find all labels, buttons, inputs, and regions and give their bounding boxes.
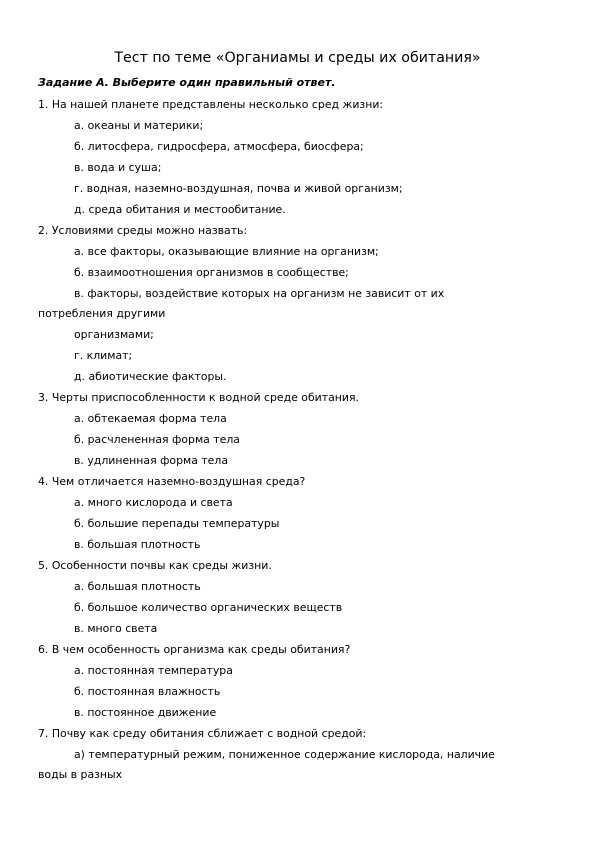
q2-option-c-end: организмами;: [74, 328, 154, 341]
q5-option-a: а. большая плотность: [74, 580, 201, 593]
q7-option-a: а) температурный режим, пониженное содержание кислорода, наличие: [74, 748, 495, 761]
q7-option-a-continued: воды в разных: [38, 768, 123, 781]
q3-option-c: в. удлиненная форма тела: [74, 454, 229, 467]
q6-option-b: б. постоянная влажность: [74, 685, 221, 698]
q5-option-c: в. много света: [74, 622, 158, 635]
q1-option-b: б. литосфера, гидросфера, атмосфера, биосфера;: [74, 140, 364, 153]
question-1: 1. На нашей планете представлены несколько сред жизни:: [38, 98, 384, 111]
task-heading: Задание А. Выберите один правильный ответ.: [38, 76, 336, 89]
q5-option-b: б. большое количество органических веществ: [74, 601, 343, 614]
question-7: 7. Почву как среду обитания сближает с водной средой:: [38, 727, 367, 740]
q1-option-c: в. вода и суша;: [74, 161, 162, 174]
question-2: 2. Условиями среды можно назвать:: [38, 224, 248, 237]
q1-option-d: г. водная, наземно-воздушная, почва и живой организм;: [74, 182, 403, 195]
question-6: 6. В чем особенность организма как среды обитания?: [38, 643, 351, 656]
q2-option-c-continued: потребления другими: [38, 307, 166, 320]
q6-option-a: а. постоянная температура: [74, 664, 233, 677]
question-5: 5. Особенности почвы как среды жизни.: [38, 559, 272, 572]
document-title: Тест по теме «Органиамы и среды их обитания»: [114, 50, 481, 66]
q4-option-a: а. много кислорода и света: [74, 496, 233, 509]
q2-option-b: б. взаимоотношения организмов в сообществе;: [74, 266, 349, 279]
question-4: 4. Чем отличается наземно-воздушная среда?: [38, 475, 306, 488]
q2-option-a: а. все факторы, оказывающие влияние на организм;: [74, 245, 379, 258]
q1-option-e: д. среда обитания и местообитание.: [74, 203, 286, 216]
q4-option-b: б. большие перепады температуры: [74, 517, 280, 530]
q1-option-a: а. океаны и материки;: [74, 119, 204, 132]
q3-option-b: б. расчлененная форма тела: [74, 433, 240, 446]
question-3: 3. Черты приспособленности к водной среде обитания.: [38, 391, 359, 404]
q2-option-d: г. климат;: [74, 349, 133, 362]
q4-option-c: в. большая плотность: [74, 538, 201, 551]
q6-option-c: в. постоянное движение: [74, 706, 217, 719]
q2-option-e: д. абиотические факторы.: [74, 370, 227, 383]
q2-option-c: в. факторы, воздействие которых на организм не зависит от их: [74, 287, 445, 300]
q3-option-a: а. обтекаемая форма тела: [74, 412, 227, 425]
